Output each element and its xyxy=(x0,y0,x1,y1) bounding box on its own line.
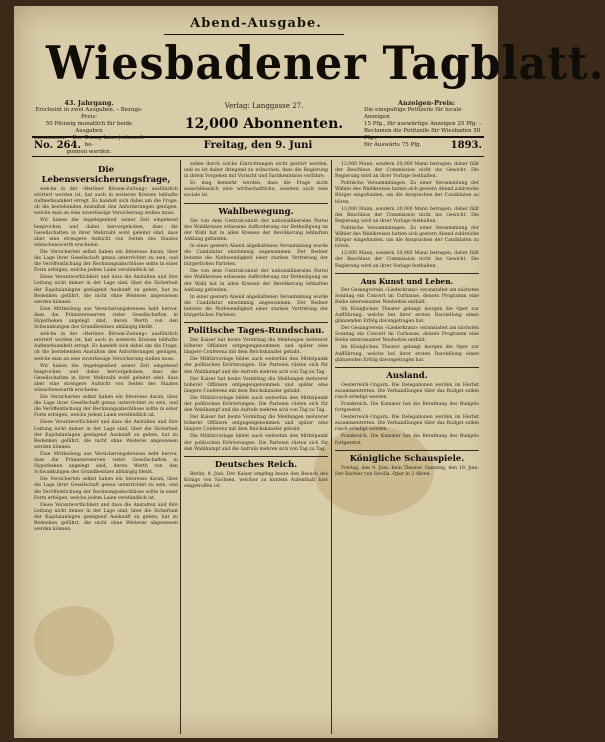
edition-label: Abend-Ausgabe. xyxy=(190,16,322,31)
article-body xyxy=(335,383,479,447)
column-divider xyxy=(180,160,181,734)
paragraph: Die Militärvorlage bildet auch weiterhin den Mittelpunkt der politischen Erörterungen. Die Parteien rüsten sich für den Wahlkampf und die Aufrufe mehren sich von Tag zu Tag. xyxy=(184,434,328,452)
article-body xyxy=(184,338,328,453)
header-right-line: Die einspaltige Petitzeile für locale Anzeigen xyxy=(364,107,462,120)
article-heading: Die Lebensversicherungsfrage, xyxy=(41,165,171,185)
paragraph: 13,000 Mann, sondern 20,000 Mann betragen, daher fällt der Beschluss der Commission nicht ins Gewicht. Die Regierung wird an ihrer Vorlage festhalten. xyxy=(335,162,479,180)
column-left xyxy=(34,162,178,732)
issue-number: No. 264. xyxy=(34,140,81,151)
article-body xyxy=(335,162,479,270)
article-body xyxy=(34,187,178,533)
paragraph: Wir haben die Angelegenheit seiner Zeit eingehend besprochen und dabei hervorgehoben, dass die Gesellschaften in ihrer Mehrzahl wohl geleitet sind, dass aber eine strengere Aufsicht von Seiten des Staates wünschenswerth erscheine. xyxy=(34,363,178,393)
article-body xyxy=(184,472,328,490)
section-heading: Wahlbewegung. xyxy=(218,206,294,217)
column-middle xyxy=(184,162,328,732)
volume-year: 43. Jahrgang. xyxy=(64,99,114,107)
paragraph: Der Kaiser hat heute Vormittag die Meldungen mehrerer höherer Offiziere entgegengenommen und später eine längere Conferenz mit dem Reichskanzler gehabt. xyxy=(184,415,328,433)
paragraph: Der Gesangverein »Liederkranz« veranstaltet am nächsten Sonntag ein Concert im Curhause, dessen Programm eine Reihe interessanter Neuheiten enthält. xyxy=(335,287,479,305)
article-body xyxy=(335,288,479,364)
paragraph: Politische Versammlungen. Zu einer Versammlung der Wähler des Wahlkreises hatten sich gestern Abend zahlreiche Bürger eingefunden, um die Ansprachen der Candidaten zu hören. xyxy=(335,181,479,205)
subscriber-count: 12,000 Abonnenten. xyxy=(184,116,344,132)
paragraph: Der Gesangverein »Liederkranz« veranstaltet am nächsten Sonntag ein Concert im Curhause, dessen Programm eine Reihe interessanter Neuheiten enthält. xyxy=(335,326,479,344)
paragraph: Die Militärvorlage bildet auch weiterhin den Mittelpunkt der politischen Erörterungen. Die Parteien rüsten sich für den Wahlkampf und die Aufrufe mehren sich von Tag zu Tag. xyxy=(184,357,328,375)
paragraph: Die von dem Centralcomité der nationalliberalen Partei des Wahlkreises erlassene Aufforderung zur Betheiligung an der Wahl hat in allen Kreisen der Bevölkerung lebhaften Anklang gefunden. xyxy=(184,218,328,242)
section-rule xyxy=(335,367,479,368)
article-body xyxy=(184,162,328,200)
section-rule xyxy=(335,450,479,451)
section-heading: Königliche Schauspiele. xyxy=(349,453,465,464)
paragraph: Politische Versammlungen. Zu einer Versammlung der Wähler des Wahlkreises hatten sich gestern Abend zahlreiche Bürger eingefunden, um die Ansprachen der Candidaten zu hören. xyxy=(335,225,479,250)
header-right-line: 15 Pfg., für auswärtige Anzeigen 25 Pfg. – xyxy=(364,121,482,127)
paragraph: welche in der »Berliner Börsen-Zeitung« ausführlich erörtert worden ist, hat auch in weiteren Kreisen lebhafte Aufmerksamkeit erregt. Es handelt sich dabei um die Frage, ob die bestehenden Anstalten den Anforderungen genügen, welche man an eine zuverlässige Versicherung stellen muss. xyxy=(34,187,178,217)
paragraph: Eine Mittheilung aus Versicherungskreisen hebt hervor, dass die Prämienreserven vieler Gesellschaften in Hypotheken angelegt sind, deren Werth von den Schwankungen des Grundbesitzes abhängig bleibt. xyxy=(34,451,178,476)
section-heading: Ausland. xyxy=(386,370,428,381)
paragraph: Frankreich. Die Kammer hat die Berathung des Budgets fortgesetzt. xyxy=(335,434,479,446)
paragraph: In einer gestern Abend abgehaltenen Versammlung wurde die Candidatur einstimmig angenommen. Der Redner betonte die Nothwendigkeit einer starken Vertretung der bürgerlichen Parteien. xyxy=(184,294,328,318)
paragraph: In einer gestern Abend abgehaltenen Versammlung wurde die Candidatur einstimmig angenommen. Der Redner betonte die Nothwendigkeit einer starken Vertretung der bürgerlichen Parteien. xyxy=(184,243,328,268)
paragraph: 13,000 Mann, sondern 20,000 Mann betragen, daher fällt der Beschluss der Commission nicht ins Gewicht. Die Regierung wird an ihrer Vorlage festhalten. xyxy=(335,251,479,269)
masthead-title: Wiesbadener Tagblatt. xyxy=(45,36,605,90)
header-left-line: 50 Pfennig monatlich für beide Ausgaben xyxy=(45,121,133,134)
paragraph: Berlin, 8. Juni. Der Kaiser empfing heute den Besuch des Königs von Sachsen, welcher zu kurzem Aufenthalt hier eingetroffen ist. xyxy=(184,471,328,489)
ad-price-title: Anzeigen-Preis: xyxy=(397,99,456,107)
section-rule xyxy=(335,273,479,274)
paragraph: Diese Verantwortlichkeit und dass die Anstalten und ihre Leitung nicht immer in der Lage sind, über die Sicherheit der Kapitalanlagen genügend Auskunft zu geben, hat zu Bedenken geführt, die nicht ohne Weiteres abgewiesen werden können. xyxy=(34,275,178,305)
article-body xyxy=(335,466,479,478)
paragraph: Die Versicherten selbst haben ein Interesse daran, über die Lage ihrer Gesellschaft genau unterrichtet zu sein, und die Veröffentlichung der Rechnungsabschlüsse sollte in einer Form erfolgen, welche jedem Laien verständlich ist. xyxy=(34,249,178,274)
section-rule xyxy=(184,456,328,457)
section-heading: Deutsches Reich. xyxy=(214,459,298,470)
paragraph: Diese Verantwortlichkeit und dass die Anstalten und ihre Leitung nicht immer in der Lage sind, über die Sicherheit der Kapitalanlagen genügend Auskunft zu geben, hat zu Bedenken geführt, die nicht ohne Weiteres abgewiesen werden können. xyxy=(34,420,178,450)
paragraph: Im Königlichen Theater gelangt morgen die Oper zur Aufführung, welche bei ihrer ersten Darstellung einen glänzenden Erfolg davongetragen hat. xyxy=(335,345,479,363)
newspaper-page xyxy=(14,6,605,738)
header-left-line: zusammen. – Der Bezug kann jederzeit be- xyxy=(34,135,144,148)
paragraph: Die Versicherten selbst haben ein Interesse daran, über die Lage ihrer Gesellschaft genau unterrichtet zu sein, und die Veröffentlichung der Rechnungsabschlüsse sollte in einer Form erfolgen, welche jedem Laien verständlich ist. xyxy=(34,477,178,501)
dateline xyxy=(32,140,484,156)
publisher-address: Verlag: Langgasse 27. xyxy=(224,102,304,110)
issue-date: Freitag, den 9. Juni xyxy=(203,140,313,151)
paragraph: welche in der »Berliner Börsen-Zeitung« ausführlich erörtert worden ist, hat auch in weiteren Kreisen lebhafte Aufmerksamkeit erregt. Es handelt sich dabei um die Frage, ob die bestehenden Anstalten den Anforderungen genügen, welche man an eine zuverlässige Versicherung stellen muss. xyxy=(34,332,178,362)
header-left-line: gonnen werden. xyxy=(66,149,112,155)
section-heading: Politische Tages-Rundschau. xyxy=(187,326,325,337)
paragraph: Die von dem Centralcomité der nationalliberalen Partei des Wahlkreises erlassene Aufforderung zur Betheiligung an der Wahl hat in allen Kreisen der Bevölkerung lebhaften Anklang gefunden. xyxy=(184,269,328,293)
header-right-line: für Auswärts 75 Pfg. xyxy=(364,142,422,148)
paragraph: Die Militärvorlage bildet auch weiterhin den Mittelpunkt der politischen Erörterungen. Die Parteien rüsten sich für den Wahlkampf und die Aufrufe mehren sich von Tag zu Tag. xyxy=(184,395,328,414)
paragraph: 13,000 Mann, sondern 20,000 Mann betragen, daher fällt der Beschluss der Commission nicht ins Gewicht. Die Regierung wird an ihrer Vorlage festhalten. xyxy=(335,206,479,224)
paragraph: sollen durch solche Einrichtungen nicht gestört werden, und es ist daher dringend zu wünschen, dass die Regierung in ihrem Vorgehen mit Vorsicht und Sachkenntniss verfahre. xyxy=(184,162,328,180)
paragraph: Freitag, den 9. Juni: Kein Theater. Samstag, den 10. Juni: Der Barbier von Sevilla. Oper in 2 Akten. xyxy=(335,465,479,477)
top-rule xyxy=(32,136,484,138)
paragraph: Wir haben die Angelegenheit seiner Zeit eingehend besprochen und dabei hervorgehoben, dass die Gesellschaften in ihrer Mehrzahl wohl geleitet sind, dass aber eine strengere Aufsicht von Seiten des Staates wünschenswerth erscheine. xyxy=(34,218,178,248)
paragraph: Der Kaiser hat heute Vormittag die Meldungen mehrerer höherer Offiziere entgegengenommen und später eine längere Conferenz mit dem Reichskanzler gehabt. xyxy=(184,376,328,394)
paragraph: Frankreich. Die Kammer hat die Berathung des Budgets fortgesetzt. xyxy=(335,402,479,414)
paragraph: Oesterreich-Ungarn. Die Delegationen werden im Herbst zusammentreten. Die Verhandlungen über das Budget sollen rasch erledigt werden. xyxy=(335,415,479,433)
issue-year: 1893. xyxy=(450,140,482,151)
paragraph: Die Versicherten selbst haben ein Interesse daran, über die Lage ihrer Gesellschaft genau unterrichtet zu sein, und die Veröffentlichung der Rechnungsabschlüsse sollte in einer Form erfolgen, welche jedem Laien verständlich ist. xyxy=(34,395,178,419)
column-right xyxy=(335,162,479,732)
paragraph: Es mag bemerkt werden, dass die Frage nicht ausschliesslich eine wirthschaftliche, sondern auch eine sociale ist. xyxy=(184,181,328,199)
section-rule xyxy=(184,322,328,323)
column-divider xyxy=(331,160,332,734)
header-left-line: Erscheint in zwei Ausgaben. – Bezugs-Preis: xyxy=(35,107,143,120)
paragraph: Eine Mittheilung aus Versicherungskreisen hebt hervor, dass die Prämienreserven vieler Gesellschaften in Hypotheken angelegt sind, deren Werth von den Schwankungen des Grundbesitzes abhängig bleibt. xyxy=(34,306,178,331)
paragraph: Der Kaiser hat heute Vormittag die Meldungen mehrerer höherer Offiziere entgegengenommen und später eine längere Conferenz mit dem Reichskanzler gehabt. xyxy=(184,338,328,356)
paragraph: Diese Verantwortlichkeit und dass die Anstalten und ihre Leitung nicht immer in der Lage sind, über die Sicherheit der Kapitalanlagen genügend Auskunft zu geben, hat zu Bedenken geführt, die nicht ohne Weiteres abgewiesen werden können. xyxy=(34,502,178,533)
dateline-rule xyxy=(32,156,484,157)
section-rule xyxy=(184,203,328,204)
paragraph: Im Königlichen Theater gelangt morgen die Oper zur Aufführung, welche bei ihrer ersten Darstellung einen glänzenden Erfolg davongetragen hat. xyxy=(335,306,479,325)
section-heading: Aus Kunst und Leben. xyxy=(360,276,454,286)
paragraph: Oesterreich-Ungarn. Die Delegationen werden im Herbst zusammentreten. Die Verhandlungen über das Budget sollen rasch erledigt werden. xyxy=(335,382,479,400)
header-right-line: Reclamen die Petitzeile für Wiesbaden 50 Pfg., xyxy=(364,128,481,141)
article-body xyxy=(184,219,328,320)
